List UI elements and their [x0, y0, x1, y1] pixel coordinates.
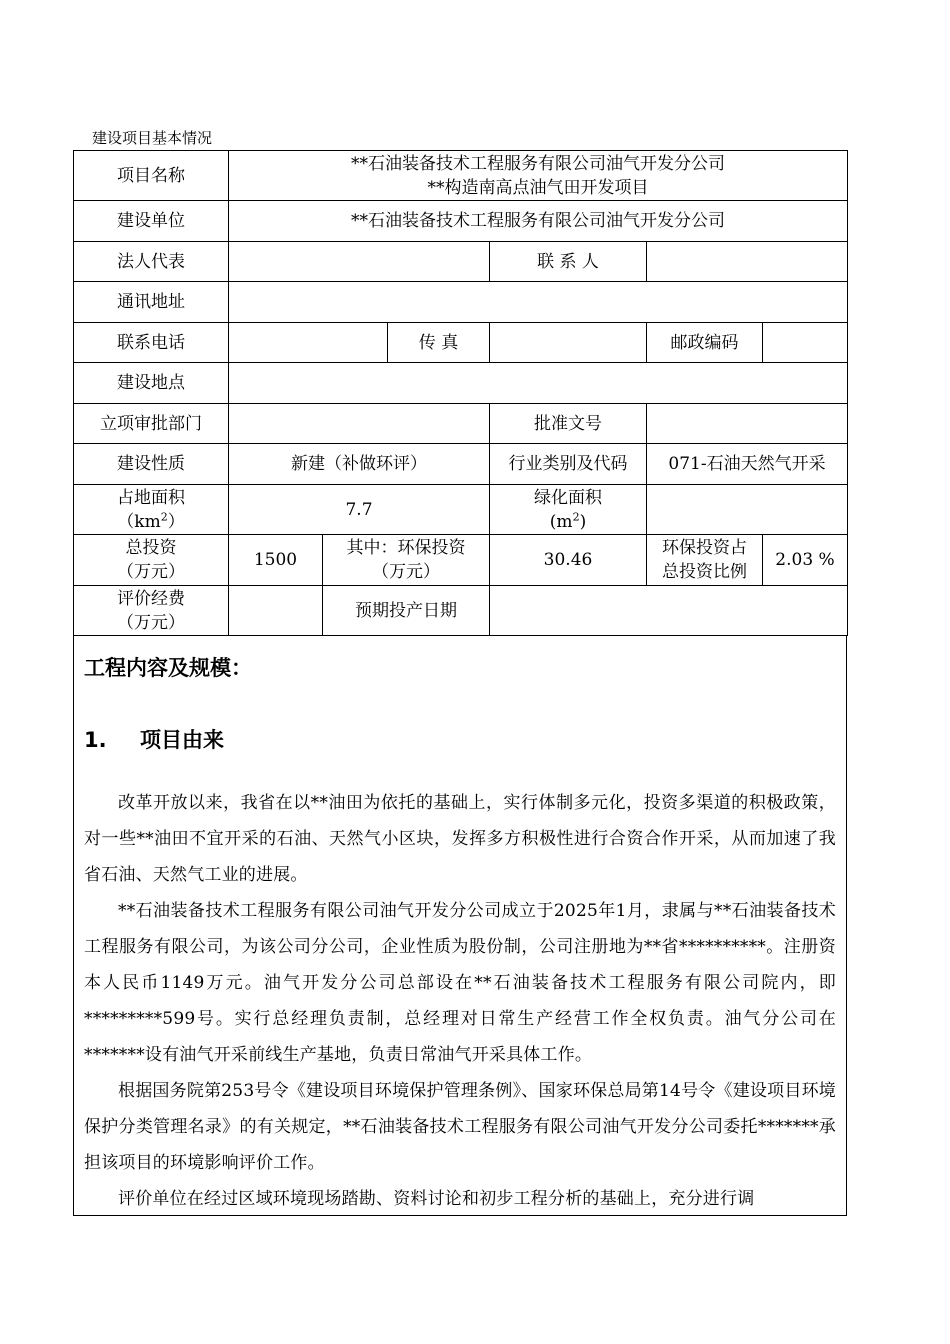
area-unit-sup: 2 [160, 509, 168, 523]
approval-no-label: 批准文号 [490, 404, 647, 444]
invest-label-line1: 总投资 [125, 538, 177, 558]
env-ratio-label-line2: 总投资比例 [662, 562, 747, 582]
area-label [74, 485, 229, 535]
table-row [74, 485, 848, 535]
site-value [229, 363, 848, 404]
green-unit-sup: 2 [572, 509, 580, 523]
green-label-line1: 绿化面积 [534, 487, 602, 508]
project-info-table [73, 150, 848, 636]
area-label-line2 [74, 510, 228, 534]
table-row [74, 282, 848, 323]
section-body [84, 785, 836, 1216]
contact-label: 联 系 人 [490, 242, 647, 282]
section-heading [84, 724, 224, 754]
section-number: 1. [84, 728, 107, 752]
paragraph: **石油装备技术工程服务有限公司油气开发分公司成立于2025年1月，隶属与**石油装备技术工程服务有限公司，为该公司分公司，企业性质为股份制，公司注册地为**省**********。注册资本人民币1149万元。油气开发分公司总部设在**石油装备技术工程服务有限公司院内，即*********599号。实行总经理负责制，总经理对日常生产经营工作全权负责。油气分公司在*******设有油气开采前线生产基地，负责日常油气开采具体工作。 [84, 901, 836, 1065]
env-invest-label [323, 535, 490, 586]
table-row [74, 323, 848, 363]
invest-label-line2: （万元） [117, 562, 185, 582]
builder-value: **石油装备技术工程服务有限公司油气开发分公司 [229, 201, 848, 242]
industry-value: 071-石油天然气开采 [647, 444, 848, 485]
legal-rep-label: 法人代表 [74, 242, 229, 282]
project-name-value [229, 151, 848, 201]
approval-dept-label: 立项审批部门 [74, 404, 229, 444]
table-row [74, 404, 848, 444]
env-ratio-value: 2.03 % [763, 535, 848, 586]
fee-value [229, 586, 323, 636]
table-caption: 建设项目基本情况 [92, 129, 213, 147]
area-unit-text: （km [117, 511, 161, 532]
fee-label-line2: （万元） [117, 612, 185, 633]
start-date-label: 预期投产日期 [323, 586, 490, 636]
table-row [74, 151, 848, 201]
green-unit-text: (m [549, 511, 573, 532]
env-invest-value: 30.46 [490, 535, 647, 586]
section-title: 项目由来 [140, 728, 224, 752]
project-name-line1: **石油装备技术工程服务有限公司油气开发分公司 [351, 153, 725, 174]
fax-value [490, 323, 647, 363]
address-label: 通讯地址 [74, 282, 229, 323]
fax-label: 传 真 [388, 323, 490, 363]
content-heading: 工程内容及规模： [84, 656, 252, 680]
env-ratio-label [647, 535, 763, 586]
table-row [74, 444, 848, 485]
table-row [74, 201, 848, 242]
approval-no-value [647, 404, 848, 444]
approval-dept-value [229, 404, 490, 444]
invest-label [74, 535, 229, 586]
legal-rep-value [229, 242, 490, 282]
industry-label: 行业类别及代码 [490, 444, 647, 485]
phone-label: 联系电话 [74, 323, 229, 363]
table-row [74, 363, 848, 404]
area-label-line1: 占地面积 [117, 487, 185, 508]
green-value [647, 485, 848, 535]
address-value [229, 282, 848, 323]
project-content-box [73, 636, 847, 1216]
phone-value [229, 323, 388, 363]
paragraph: 评价单位在经过区域环境现场踏勘、资料讨论和初步工程分析的基础上，充分进行调 [118, 1189, 755, 1209]
paragraph: 根据国务院第253号令《建设项目环境保护管理条例》、国家环保总局第14号令《建设项目环境保护分类管理名录》的有关规定，**石油装备技术工程服务有限公司油气开发分公司委托*******承担该项目的环境影响评价工作。 [84, 1081, 836, 1173]
fee-label-line1: 评价经费 [117, 588, 185, 609]
green-unit-close: ) [579, 511, 587, 532]
builder-label: 建设单位 [74, 201, 229, 242]
green-label [490, 485, 647, 535]
start-date-value [490, 586, 848, 636]
table-row [74, 535, 848, 586]
env-invest-label-line2: （万元） [372, 562, 440, 582]
postcode-value [763, 323, 848, 363]
nature-label: 建设性质 [74, 444, 229, 485]
invest-value: 1500 [229, 535, 323, 586]
postcode-label: 邮政编码 [647, 323, 763, 363]
table-row [74, 242, 848, 282]
contact-value [647, 242, 848, 282]
area-value: 7.7 [229, 485, 490, 535]
paragraph: 改革开放以来，我省在以**油田为依托的基础上，实行体制多元化，投资多渠道的积极政策，对一些**油田不宜开采的石油、天然气小区块，发挥多方积极性进行合资合作开采，从而加速了我省石油、天然气工业的进展。 [84, 793, 836, 885]
env-ratio-label-line1: 环保投资占 [662, 538, 747, 558]
env-invest-label-line1: 其中：环保投资 [346, 538, 466, 558]
green-label-line2 [490, 510, 646, 534]
project-name-label: 项目名称 [74, 151, 229, 201]
nature-value: 新建（补做环评） [229, 444, 490, 485]
table-row [74, 586, 848, 636]
area-unit-close: ） [167, 511, 185, 532]
site-label: 建设地点 [74, 363, 229, 404]
fee-label [74, 586, 229, 636]
project-name-line2: **构造南高点油气田开发项目 [427, 177, 649, 198]
